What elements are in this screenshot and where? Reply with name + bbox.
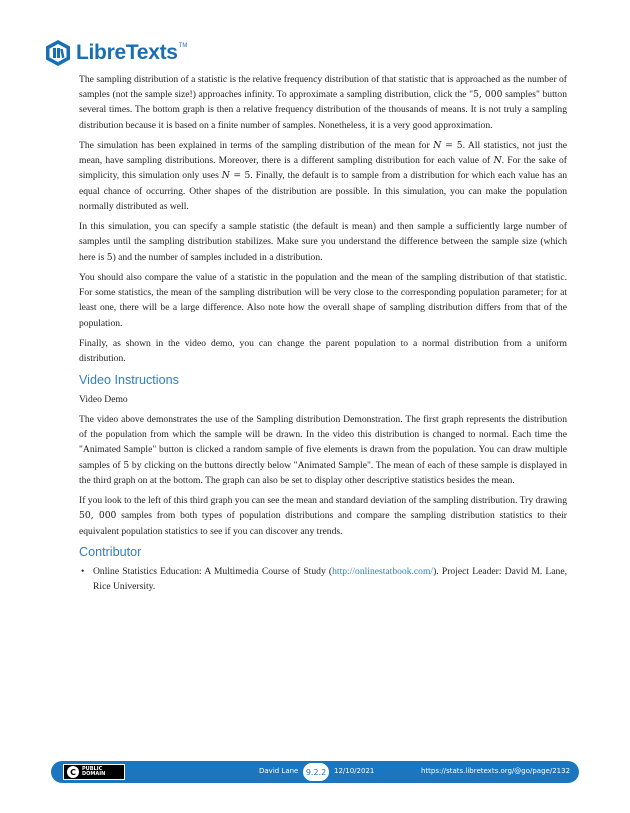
footer-page-url[interactable]: https://stats.libretexts.org/@go/page/2132 (421, 767, 571, 775)
onlinestatbook-link[interactable]: http://onlinestatbook.com/ (332, 565, 434, 577)
footer-author: David Lane (259, 767, 299, 775)
footer-date: 12/10/2021 (334, 767, 375, 775)
math-number: 5, 000 (473, 89, 503, 101)
math-variable: N (221, 170, 230, 182)
text-run: . All statistics, not just the mean, have sampling distributions. Moreover, there is a different sampling distribution for each value of (79, 140, 568, 167)
paragraph-third-graph (79, 493, 567, 539)
text-run: Online Statistics Education: A Multimedia Course of Study ( (93, 565, 333, 577)
text-run: The simulation has been explained in terms of the sampling distribution of the mean for (79, 140, 434, 151)
math-variable: N (493, 155, 502, 167)
paragraph-video-description (79, 412, 567, 488)
text-run: In this simulation, you can specify a sample statistic (the default is mean) and then sample a sufficiently large number of samples until the sampling distribution stabilizes. Make sure you understand the difference between the sample size (which here is (79, 221, 567, 263)
libretexts-logo-icon (44, 39, 72, 67)
text-run: . Finally, the default is to sample from a distribution for which each value has an equal chance of occurring. Other shapes of the distribution are possible. In this simulation, you can make the population normally distributed as well. (79, 170, 568, 212)
text-run: If you look to the left of this third graph you can see the mean and standard deviation of the sampling distribution. Try drawing (79, 495, 567, 507)
math-variable: N (433, 140, 442, 151)
list-item (79, 564, 567, 594)
contributor-heading: Contributor (79, 544, 142, 559)
paragraph-parent-population: Finally, as shown in the video demo, you can change the parent population to a normal distribution from a uniform distribution. (79, 338, 567, 365)
logo-text: LibreTexts (76, 41, 178, 64)
license-label (82, 767, 105, 778)
math-number: = 5 (441, 140, 463, 151)
paragraph-sampling-distribution (79, 72, 567, 133)
page-content (79, 72, 567, 594)
text-run: ). Project Leader: David M. Lane, Rice University. (93, 565, 567, 593)
license-line: PUBLIC (82, 765, 103, 772)
contributor-list (79, 564, 567, 594)
paragraph-sample-statistic (79, 219, 567, 265)
text-run: ) and the number of samples included in a distribution. (112, 251, 323, 263)
text-run: samples from both types of population distributions and compare the sampling distribution statistics to their equivalent population statistics to see if you can discover any trends. (79, 510, 567, 537)
video-demo-label: Video Demo (79, 393, 128, 405)
public-domain-icon: C (67, 766, 79, 778)
math-number: 5 (123, 459, 130, 471)
paragraph-compare-value: You should also compare the value of a statistic in the population and the mean of the sampling distribution of that statistic. For some statistics, the mean of the sampling distribution will be very close to the corresponding population parameter; for at least one, there will be a large difference. Also note how the overall shape of sampling distribution differs from that of the population. (79, 272, 567, 329)
license-line: DOMAIN (82, 771, 106, 777)
text-run: by clicking on the buttons directly below "Animated Sample". The mean of each of these sample is displayed in the third graph on at the bottom. The graph can also be set to display other descriptive statistics besides the mean. (79, 459, 567, 486)
libretexts-logo[interactable] (44, 38, 187, 68)
text-run: samples" button several times. The bottom graph is then a relative frequency distribution of the thousands of means. It is not truly a sampling distribution because it is based on a finite number of samples. Nonetheless, it is a very good approximation. (79, 89, 567, 131)
math-number: 50, 000 (79, 510, 117, 522)
page-number-badge: 9.2.2 (303, 763, 329, 781)
math-number: 5 (106, 251, 113, 263)
public-domain-badge[interactable] (63, 764, 125, 780)
paragraph-simulation-explained (79, 138, 567, 214)
text-run: . For the sake of simplicity, this simulation only uses (79, 155, 567, 182)
math-number: = 5 (229, 170, 251, 182)
text-run: The sampling distribution of a statistic is the relative frequency distribution of that statistic that is approached as the number of samples (not the sample size!) approaches infinity. To approximate a sampling distribution, click the " (79, 74, 567, 101)
logo-trademark: TM (178, 43, 188, 49)
text-run: The video above demonstrates the use of the Sampling distribution Demonstration. The first graph represents the distribution of the population from which the sample will be drawn. In the video this distribution is changed to normal. Each time the "Animated Sample" button is clicked a random sample of five elements is drawn from the population. You can draw multiple samples of (79, 413, 567, 471)
page-footer (51, 761, 579, 783)
video-instructions-heading: Video Instructions (79, 372, 179, 387)
